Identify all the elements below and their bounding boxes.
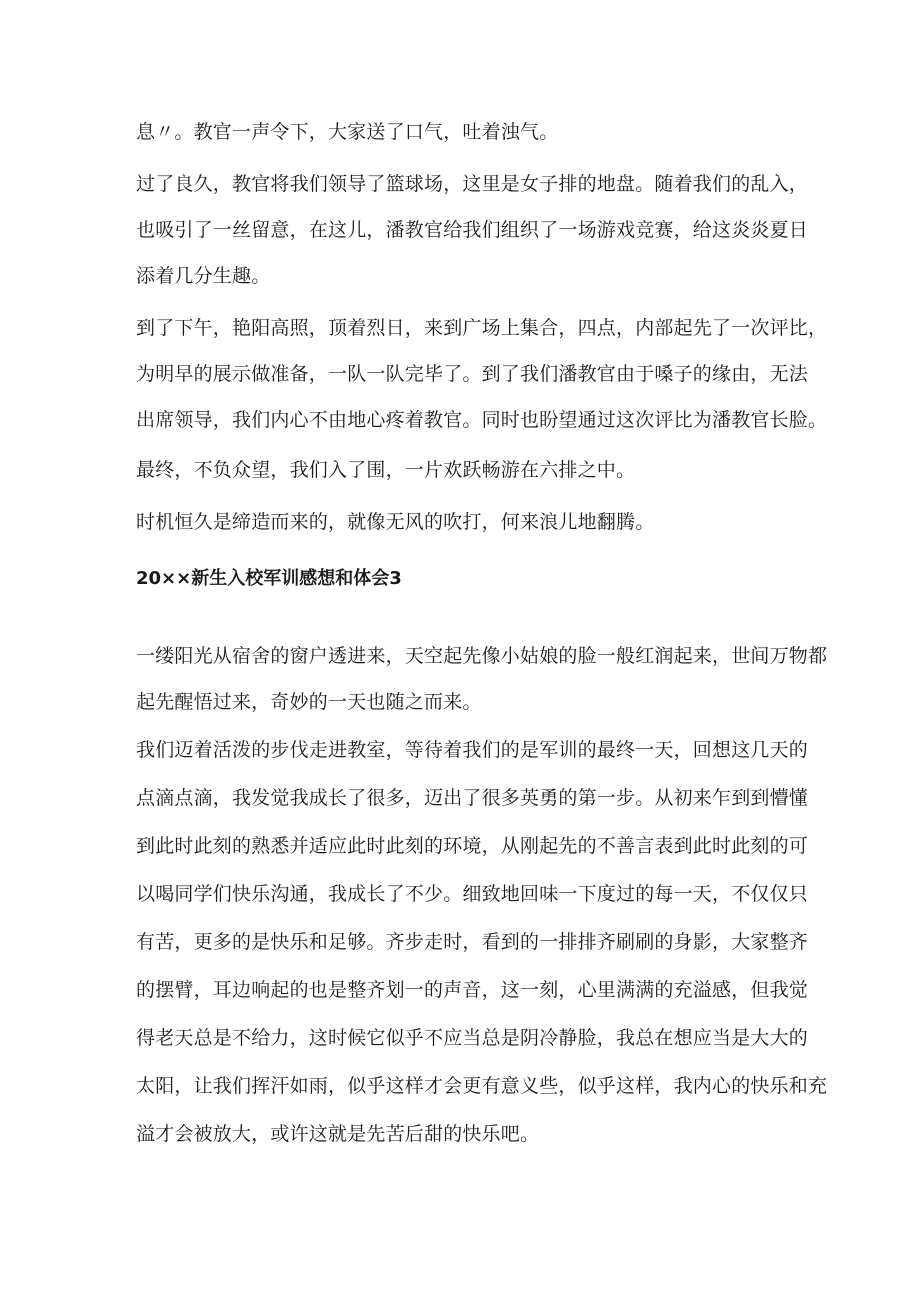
paragraph-line: 息〃。教官一声令下，大家送了口气，吐着浊气。	[136, 121, 559, 143]
paragraph-line: 时机恒久是缔造而来的，就像无风的吹打，何来浪儿地翻腾。	[136, 511, 655, 533]
paragraph-line: 的摆臂，耳边响起的也是整齐划一的声音，这一刻，心里满满的充溢感，但我觉	[136, 979, 809, 1001]
paragraph-line: 得老天总是不给力，这时候它似乎不应当总是阴冷静脸，我总在想应当是大大的	[136, 1027, 809, 1049]
paragraph-line: 起先醒悟过来，奇妙的一天也随之而来。	[136, 691, 482, 713]
paragraph-line: 一缕阳光从宿舍的窗户透进来，天空起先像小姑娘的脸一般红润起来，世间万物都	[136, 645, 828, 667]
paragraph-line: 有苦，更多的是快乐和足够。齐步走时，看到的一排排齐刷刷的身影，大家整齐	[136, 931, 809, 953]
paragraph-line: 为明早的展示做准备，一队一队完毕了。到了我们潘教官由于嗓子的缘由，无法	[136, 363, 809, 385]
paragraph-line: 过了良久，教官将我们领导了篮球场，这里是女子排的地盘。随着我们的乱入，	[136, 173, 809, 195]
paragraph-line: 到了下午，艳阳高照，顶着烈日，来到广场上集合，四点，内部起先了一次评比，	[136, 317, 828, 339]
paragraph-line: 我们迈着活泼的步伐走进教室，等待着我们的是军训的最终一天，回想这几天的	[136, 739, 809, 761]
paragraph-line: 最终，不负众望，我们入了围，一片欢跃畅游在六排之中。	[136, 459, 636, 481]
paragraph-line: 添着几分生趣。	[136, 265, 271, 287]
paragraph-line: 到此时此刻的熟悉并适应此时此刻的环境，从刚起先的不善言表到此时此刻的可	[136, 835, 809, 857]
paragraph-line: 也吸引了一丝留意，在这儿，潘教官给我们组织了一场游戏竞赛，给这炎炎夏日	[136, 219, 809, 241]
paragraph-line: 太阳，让我们挥汗如雨，似乎这样才会更有意义些，似乎这样，我内心的快乐和充	[136, 1075, 828, 1097]
paragraph-line: 溢才会被放大，或许这就是先苦后甜的快乐吧。	[136, 1123, 540, 1145]
section-heading: 20××新生入校军训感想和体会3	[136, 568, 402, 589]
paragraph-line: 点滴点滴，我发觉我成长了很多，迈出了很多英勇的第一步。从初来乍到到懵懂	[136, 787, 809, 809]
paragraph-line: 以喝同学们快乐沟通，我成长了不少。细致地回味一下度过的每一天，不仅仅只	[136, 883, 809, 905]
paragraph-line: 出席领导，我们内心不由地心疼着教官。同时也盼望通过这次评比为潘教官长脸。	[136, 409, 828, 431]
